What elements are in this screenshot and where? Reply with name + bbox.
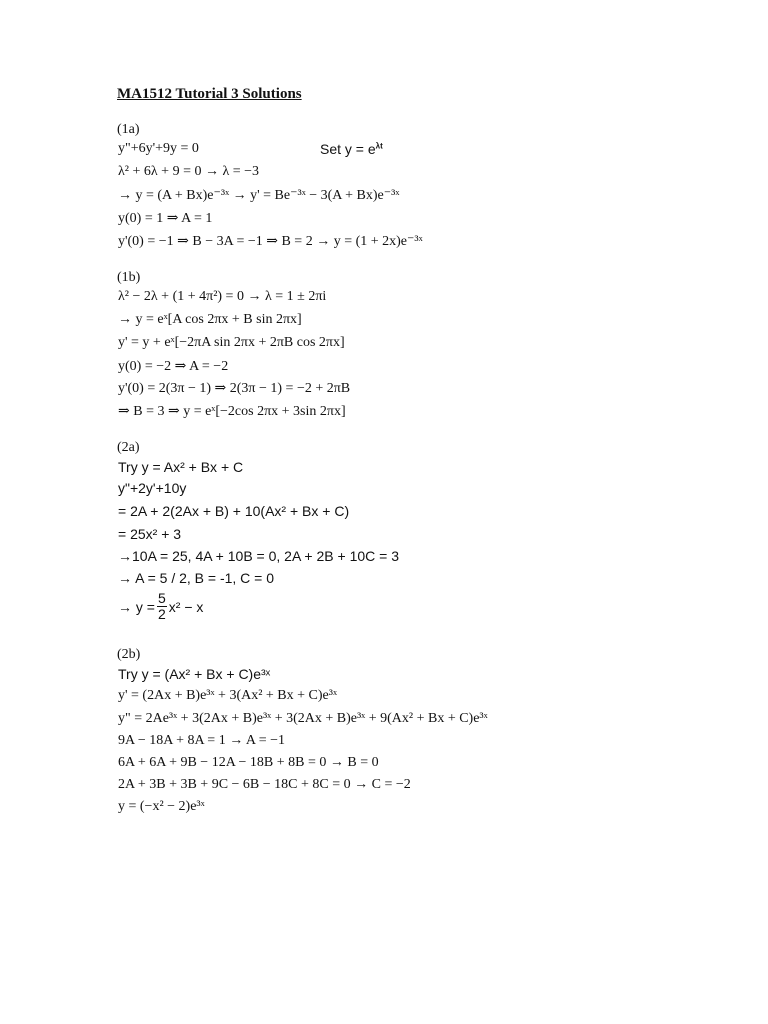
final-suffix: x² − x [168,598,204,615]
equation-line: = 25x² + 3 [118,526,182,542]
fraction [157,591,167,622]
equation-line: y' = (2Ax + B)e³ˣ + 3(Ax² + Bx + C)e³ˣ [118,688,337,703]
page-title: MA1512 Tutorial 3 Solutions [117,86,302,102]
fraction-denominator: 2 [157,606,166,622]
equation-line: →10A = 25, 4A + 10B = 0, 2A + 2B + 10C = 3 [118,548,399,564]
section-label-2b: (2b) [117,647,141,662]
equation-line: → y = eˣ[A cos 2πx + B sin 2πx] [118,312,302,327]
section-label-1a: (1a) [117,122,140,137]
equation-line: ⇒ B = 3 ⇒ y = eˣ[−2cos 2πx + 3sin 2πx] [118,404,346,419]
equation-line: 9A − 18A + 8A = 1 → A = −1 [118,733,286,748]
equation-line: y = (−x² − 2)e³ˣ [118,799,205,814]
equation-line: → y = (A + Bx)e⁻³ˣ → y' = Be⁻³ˣ − 3(A + Bx)e⁻³ˣ [118,188,400,203]
equation-line: y"+6y'+9y = 0 [118,141,199,156]
equation-line: y'(0) = 2(3π − 1) ⇒ 2(3π − 1) = −2 + 2πB [118,381,351,396]
final-prefix: → y = [118,598,155,615]
equation-line: = 2A + 2(2Ax + B) + 10(Ax² + Bx + C) [118,503,350,519]
equation-line: y" = 2Ae³ˣ + 3(2Ax + B)e³ˣ + 3(2Ax + B)e³ˣ + 9(Ax² + Bx + C)e³ˣ [118,711,488,726]
side-note-sup: λt [375,141,383,151]
equation-line: λ² + 6λ + 9 = 0 → λ = −3 [118,164,260,179]
side-note-text: Set y = e [320,141,376,157]
section-label-2a: (2a) [117,440,140,455]
equation-line: y(0) = 1 ⇒ A = 1 [118,211,213,226]
equation-line: y' = y + eˣ[−2πA sin 2πx + 2πB cos 2πx] [118,335,345,350]
equation-line: Try y = Ax² + Bx + C [118,459,244,475]
equation-line: → A = 5 / 2, B = -1, C = 0 [118,570,275,586]
equation-line: 2A + 3B + 3B + 9C − 6B − 18C + 8C = 0 → C = −2 [118,777,411,792]
equation-line: y"+2y'+10y [118,480,187,496]
fraction-numerator: 5 [157,590,166,606]
equation-line: y(0) = −2 ⇒ A = −2 [118,359,229,374]
equation-line: 6A + 6A + 9B − 12A − 18B + 8B = 0 → B = 0 [118,755,379,770]
equation-line: λ² − 2λ + (1 + 4π²) = 0 → λ = 1 ± 2πi [118,289,327,304]
equation-line-final [118,591,203,622]
equation-line: Try y = (Ax² + Bx + C)e³ˣ [118,666,271,682]
equation-line: y'(0) = −1 ⇒ B − 3A = −1 ⇒ B = 2 → y = (1 + 2x)e⁻³ˣ [118,234,423,249]
side-note [320,141,383,157]
section-label-1b: (1b) [117,270,141,285]
